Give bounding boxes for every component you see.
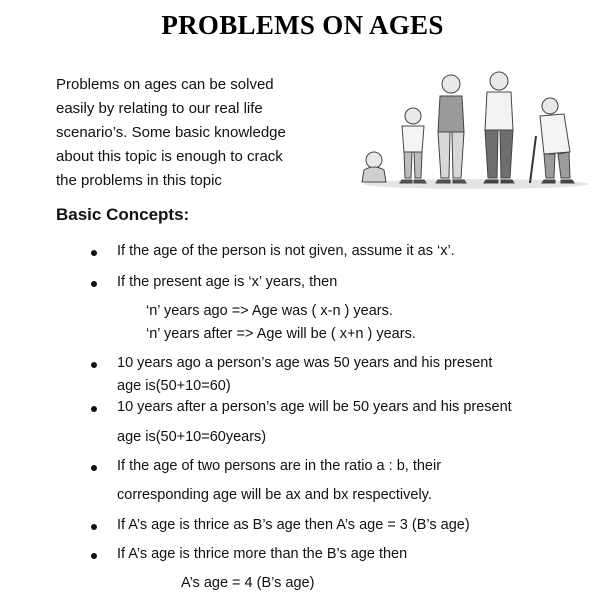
teen-figure [436, 75, 466, 183]
concept-item: If the age of two persons are in the ratio a : b, their [117, 458, 442, 474]
concept-subitem: ‘n’ years after => Age will be ( x+n ) years. [146, 326, 416, 342]
child-figure [400, 108, 426, 183]
intro-paragraph [56, 73, 346, 193]
concept-subitem: ‘n’ years ago => Age was ( x-n ) years. [146, 303, 393, 319]
concept-item: 10 years after a person’s age will be 50 years and his present [117, 399, 512, 415]
baby-figure [362, 152, 386, 182]
bullet-dot [91, 362, 97, 368]
intro-line: scenario’s. Some basic knowledge [56, 124, 286, 141]
bullet-dot [91, 465, 97, 471]
intro-line: about this topic is enough to crack [56, 148, 283, 165]
bullet-dot [91, 281, 97, 287]
page-title: PROBLEMS ON AGES [161, 10, 444, 40]
concept-item: If the present age is ‘x’ years, then [117, 274, 338, 290]
concept-item: If the age of the person is not given, assume it as ‘x’. [117, 243, 455, 259]
adult-figure [484, 72, 514, 183]
bullet-dot [91, 406, 97, 412]
concept-item-continued: age is(50+10=60years) [117, 429, 267, 445]
bullet-dot [91, 250, 97, 256]
concept-item-continued: corresponding age will be ax and bx respectively. [117, 487, 432, 503]
bullet-dot [91, 553, 97, 559]
bullet-dot [91, 524, 97, 530]
ages-of-man-illustration [358, 70, 594, 190]
elder-figure [530, 98, 574, 183]
concept-subitem: A’s age = 4 (B’s age) [181, 575, 315, 591]
intro-line: easily by relating to our real life [56, 100, 263, 117]
section-heading: Basic Concepts: [56, 205, 190, 224]
concept-item: 10 years ago a person’s age was 50 years and his present [117, 355, 493, 371]
concept-item: If A’s age is thrice more than the B’s age then [117, 546, 408, 562]
concept-item-continued: age is(50+10=60) [117, 378, 231, 394]
intro-line: the problems in this topic [56, 172, 222, 189]
concept-item: If A’s age is thrice as B’s age then A’s age = 3 (B’s age) [117, 517, 470, 533]
intro-line: Problems on ages can be solved [56, 76, 274, 93]
